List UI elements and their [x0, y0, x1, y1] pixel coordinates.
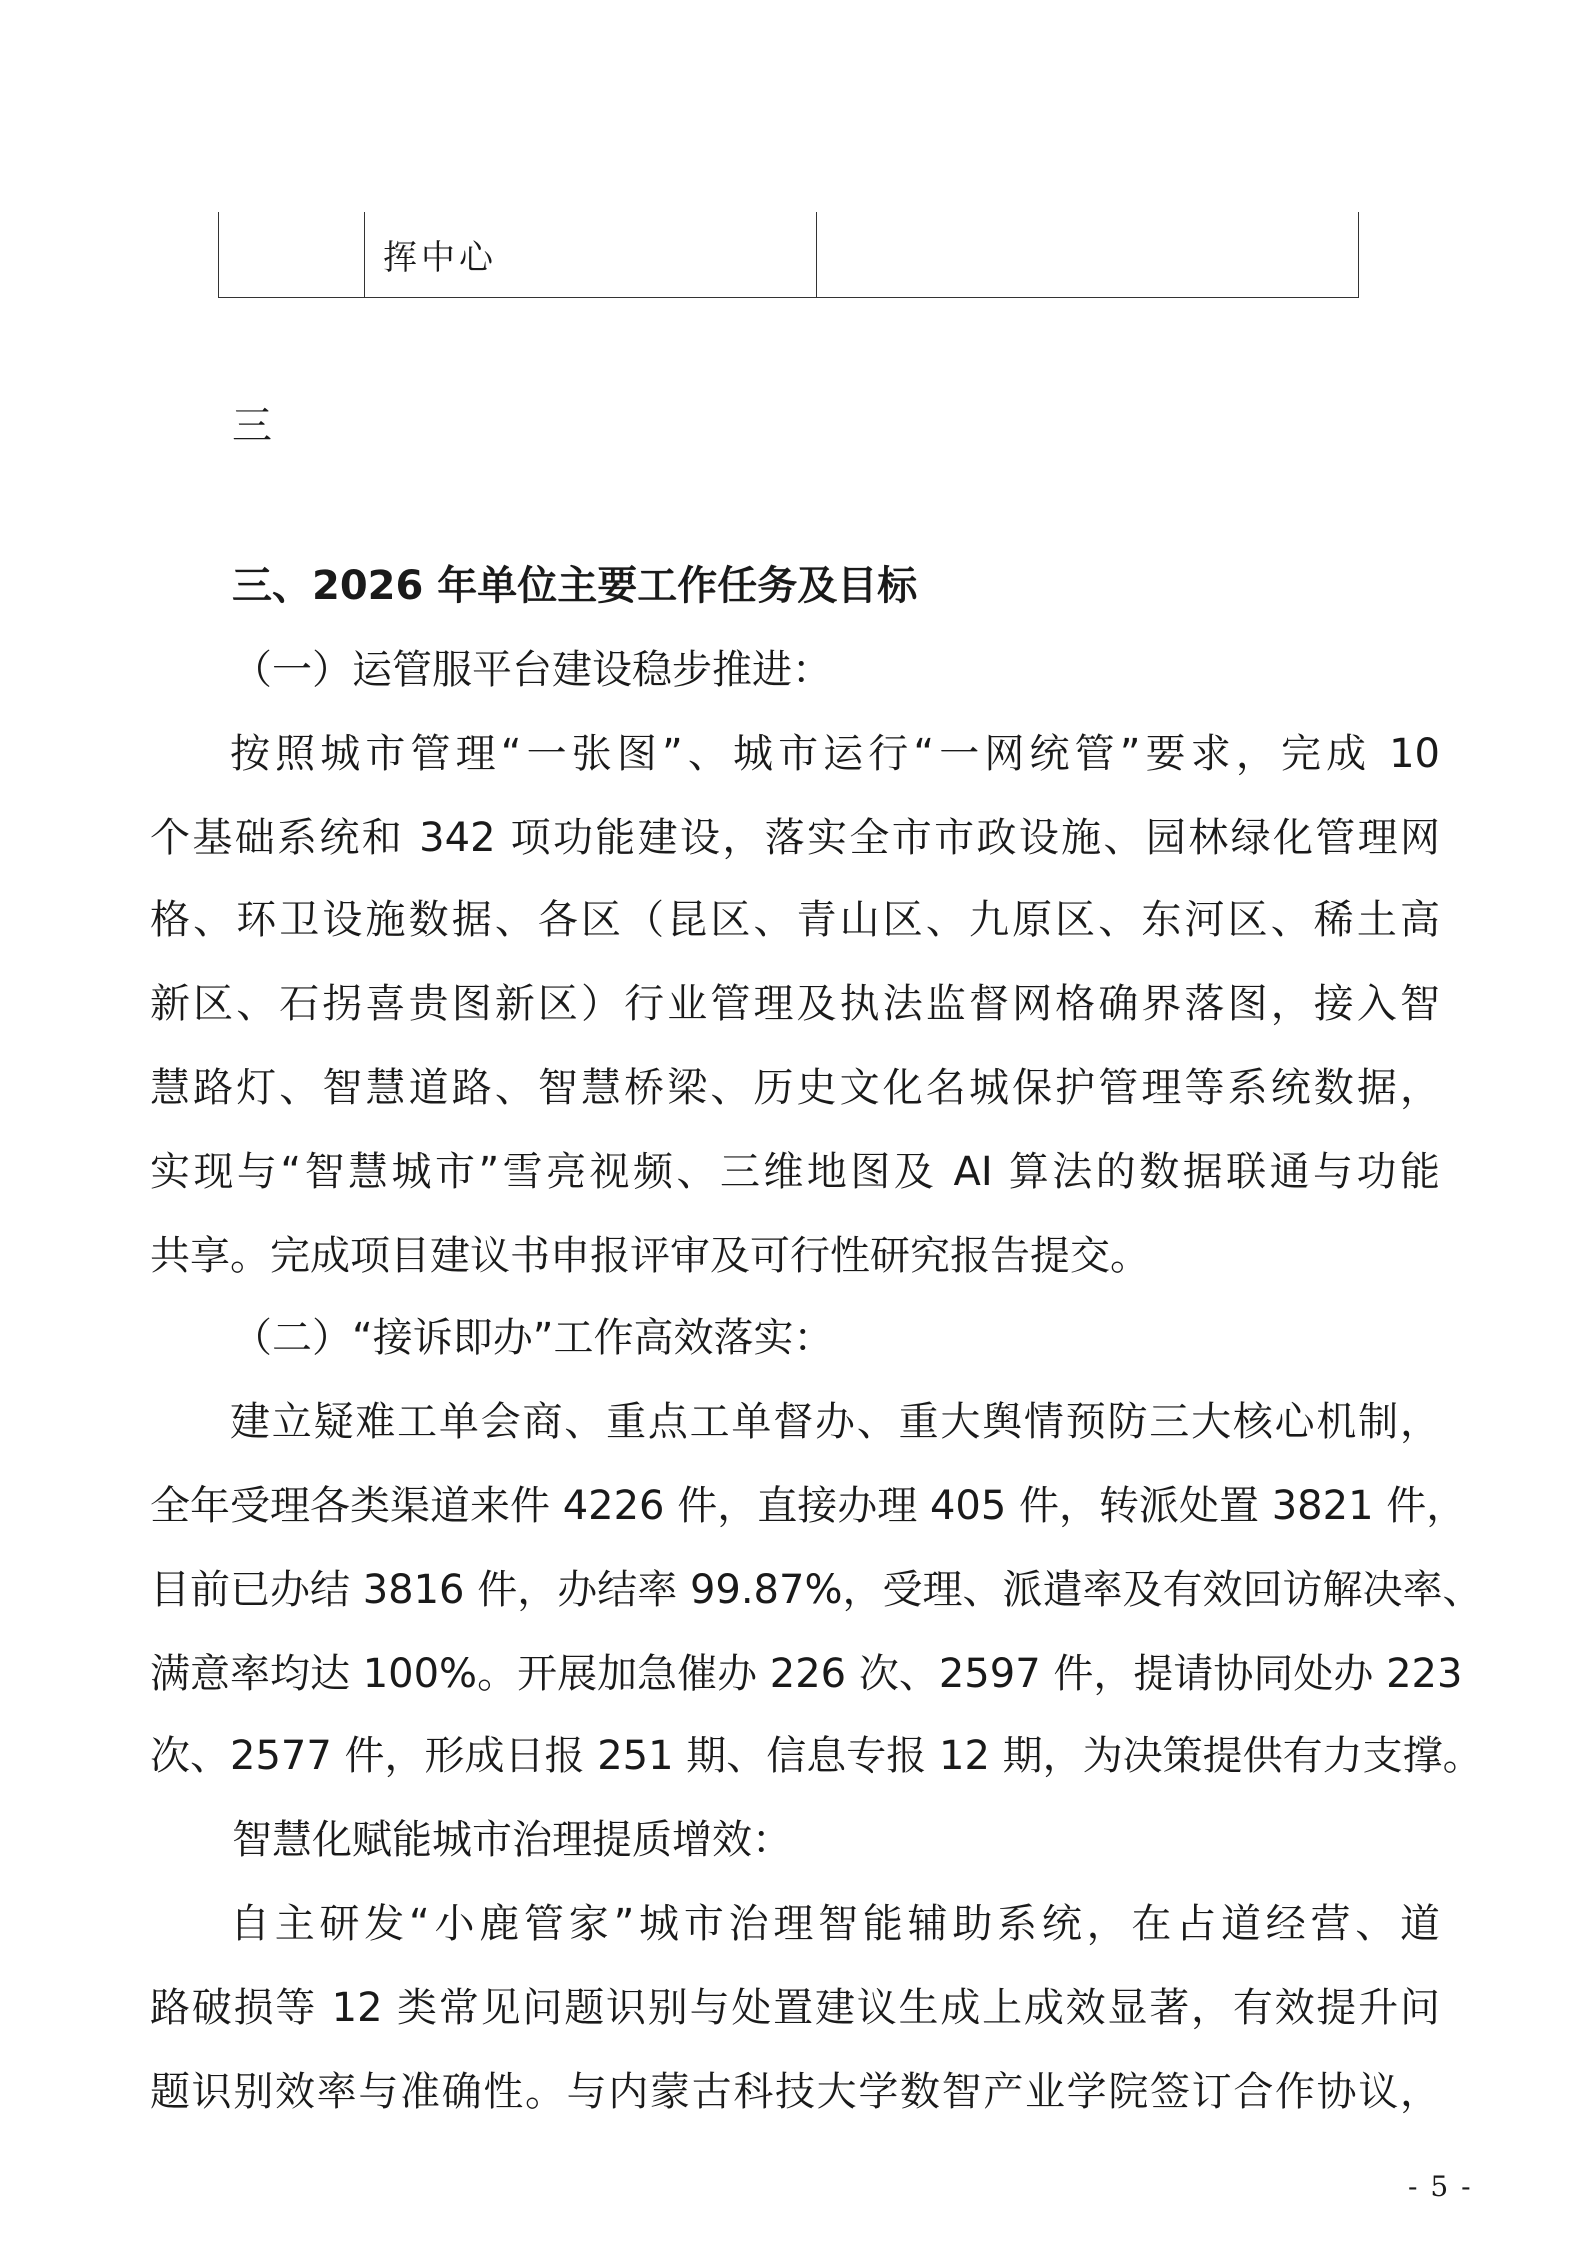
- continuation-table: [218, 212, 1359, 298]
- page-number: - 5 -: [1408, 2170, 1473, 2203]
- table-cell: [219, 212, 365, 298]
- paragraph-line: 实现与“智慧城市”雪亮视频、三维地图及 AI 算法的数据联通与功能: [150, 1149, 1440, 1195]
- paragraph-line: 按照城市管理“一张图”、城市运行“一网统管”要求，完成 10: [230, 731, 1440, 777]
- paragraph-line: 自主研发“小鹿管家”城市治理智能辅助系统，在占道经营、道: [230, 1901, 1440, 1947]
- paragraph-line: 慧路灯、智慧道路、智慧桥梁、历史文化名城保护管理等系统数据，: [150, 1065, 1440, 1111]
- paragraph-line: 路破损等 12 类常见问题识别与处置建议生成上成效显著，有效提升问: [150, 1985, 1440, 2031]
- paragraph-line: 新区、石拐喜贵图新区）行业管理及执法监督网格确界落图，接入智: [150, 981, 1440, 1027]
- paragraph-line: 共享。完成项目建议书申报评审及可行性研究报告提交。: [150, 1233, 1150, 1279]
- paragraph-line: 题识别效率与准确性。与内蒙古科技大学数智产业学院签订合作协议，: [150, 2069, 1440, 2115]
- paragraph-line: 建立疑难工单会商、重点工单督办、重大舆情预防三大核心机制，: [230, 1399, 1440, 1445]
- paragraph-line: 满意率均达 100%。开展加急催办 226 次、2597 件，提请协同处办 223: [150, 1651, 1463, 1697]
- table-cell: [817, 212, 1359, 298]
- table-row: [219, 212, 1359, 298]
- paragraph-line: 个基础系统和 342 项功能建设，落实全市市政设施、园林绿化管理网: [150, 815, 1440, 861]
- paragraph-line: 次、2577 件，形成日报 251 期、信息专报 12 期，为决策提供有力支撑。: [150, 1733, 1483, 1779]
- paragraph-line: 格、环卫设施数据、各区（昆区、青山区、九原区、东河区、稀土高: [150, 897, 1440, 943]
- table-cell: 挥中心: [365, 212, 817, 298]
- subsection-heading-2: （二）“接诉即办”工作高效落实：: [232, 1315, 834, 1361]
- paragraph-line: 全年受理各类渠道来件 4226 件，直接办理 405 件，转派处置 3821 件，: [150, 1483, 1467, 1529]
- stray-heading: 三: [232, 403, 272, 449]
- subsection-heading-3: 智慧化赋能城市治理提质增效：: [232, 1817, 792, 1863]
- subsection-heading-1: （一）运管服平台建设稳步推进：: [232, 647, 832, 693]
- section-title: 三、2026 年单位主要工作任务及目标: [232, 563, 918, 609]
- paragraph-line: 目前已办结 3816 件，办结率 99.87%，受理、派遣率及有效回访解决率、: [150, 1567, 1483, 1613]
